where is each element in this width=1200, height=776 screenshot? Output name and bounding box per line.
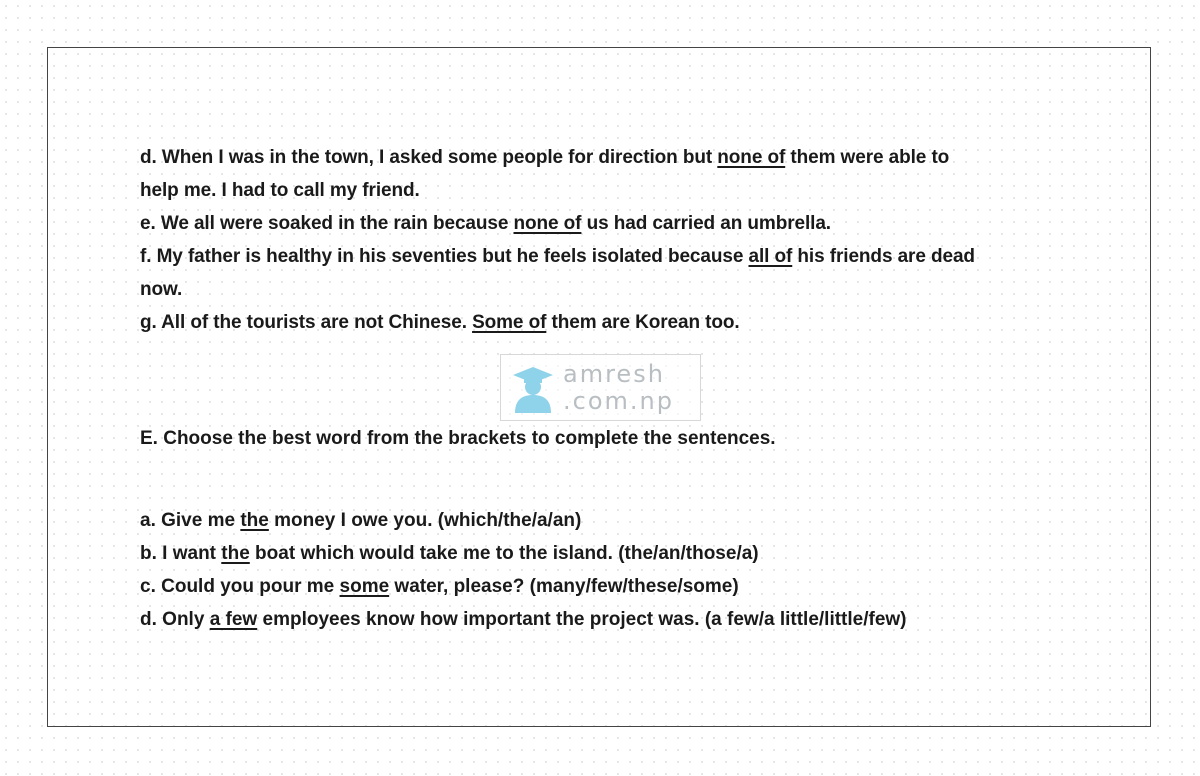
answer-text: employees know how important the project was. (a few/a little/little/few) bbox=[257, 609, 907, 630]
answer-line-d-2 bbox=[140, 174, 1100, 207]
answer-line-f-2 bbox=[140, 273, 1100, 306]
underlined-answer: the bbox=[221, 543, 250, 564]
answer-text: them were able to bbox=[785, 147, 950, 168]
answer-text: money I owe you. (which/the/a/an) bbox=[268, 510, 582, 531]
underlined-answer: Some of bbox=[472, 312, 547, 333]
answer-text: d. When I was in the town, I asked some people for direction but bbox=[140, 147, 718, 168]
answer-line-f-1 bbox=[140, 240, 1100, 273]
answer-text: boat which would take me to the island. (the/an/those/a) bbox=[249, 543, 759, 564]
answer-text: f. My father is healthy in his seventies but he feels isolated because bbox=[140, 246, 749, 267]
answer-line-b bbox=[140, 537, 1100, 570]
graduate-avatar-icon bbox=[511, 365, 555, 413]
watermark-line-1: amresh bbox=[563, 360, 665, 388]
answer-text: them are Korean too. bbox=[546, 312, 740, 333]
answer-text: b. I want bbox=[140, 543, 222, 564]
answer-line-d bbox=[140, 603, 1100, 636]
answer-text: now. bbox=[140, 279, 183, 300]
answer-text: water, please? (many/few/these/some) bbox=[389, 576, 739, 597]
watermark-text bbox=[563, 361, 674, 415]
answer-line-a bbox=[140, 504, 1100, 537]
answer-text: us had carried an umbrella. bbox=[581, 213, 831, 234]
answer-text: his friends are dead bbox=[792, 246, 975, 267]
section-e-answers bbox=[140, 504, 1100, 636]
underlined-answer: none of bbox=[717, 147, 786, 168]
answer-text: e. We all were soaked in the rain because bbox=[140, 213, 514, 234]
answer-text: g. All of the tourists are not Chinese. bbox=[140, 312, 473, 333]
underlined-answer: none of bbox=[513, 213, 582, 234]
answer-line-c bbox=[140, 570, 1100, 603]
watermark-line-2: .com.np bbox=[563, 387, 674, 415]
answer-text: help me. I had to call my friend. bbox=[140, 180, 420, 201]
answer-line-g bbox=[140, 306, 1100, 339]
underlined-answer: all of bbox=[748, 246, 793, 267]
answer-text: a. Give me bbox=[140, 510, 241, 531]
section-e-heading: E. Choose the best word from the brackets to complete the sentences. bbox=[140, 428, 776, 449]
underlined-answer: some bbox=[339, 576, 390, 597]
answer-text: d. Only bbox=[140, 609, 210, 630]
watermark-logo bbox=[500, 354, 701, 421]
answer-line-d-1 bbox=[140, 141, 1100, 174]
answer-text: c. Could you pour me bbox=[140, 576, 340, 597]
underlined-answer: a few bbox=[209, 609, 258, 630]
underlined-answer: the bbox=[240, 510, 269, 531]
answer-line-e bbox=[140, 207, 1100, 240]
section-d-answers bbox=[140, 141, 1100, 339]
